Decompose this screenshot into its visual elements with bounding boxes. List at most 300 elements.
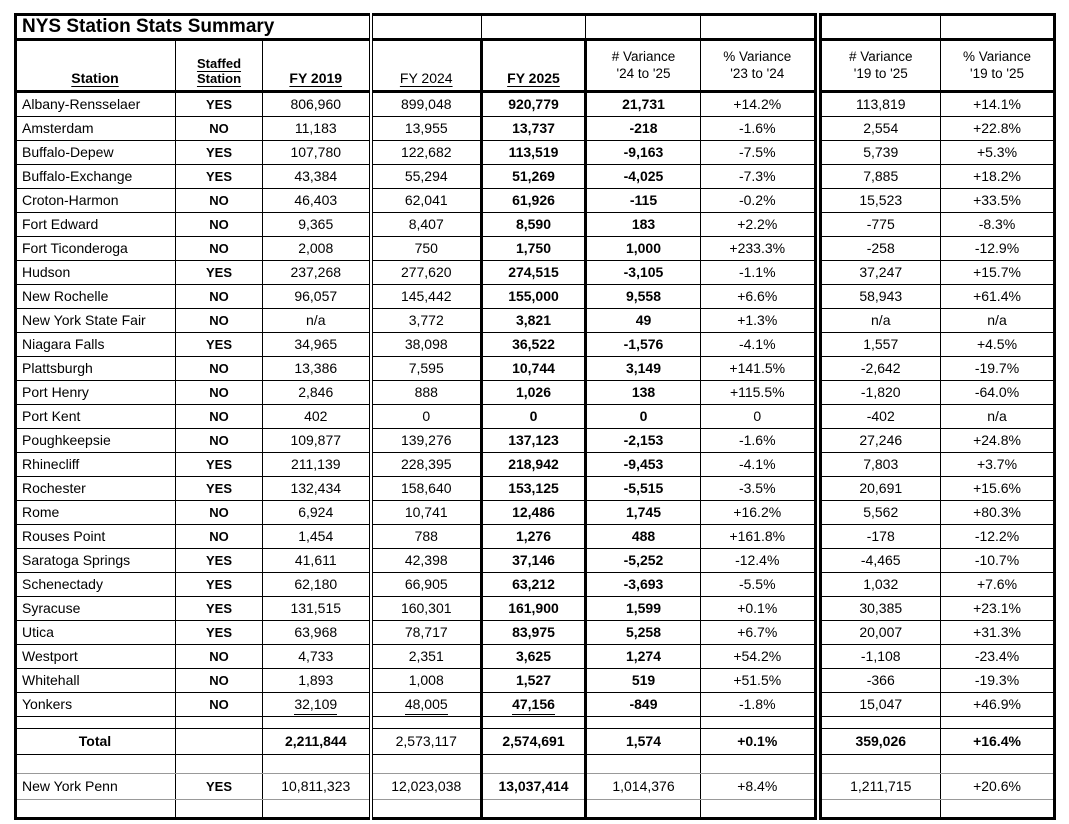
empty-cell: [482, 800, 586, 819]
total-label-cell: Total: [16, 729, 176, 755]
fy2019-cell: 4,733: [263, 645, 371, 669]
pct-variance-19-25-cell: +15.6%: [941, 477, 1055, 501]
pct-variance-23-24-cell: -5.5%: [701, 573, 818, 597]
station-stats-table: [14, 13, 1056, 820]
fy2019-cell: 2,846: [263, 381, 371, 405]
staffed-cell: YES: [176, 549, 263, 573]
new-york-penn-row: [16, 774, 1055, 800]
pct-variance-19-25-cell: +5.3%: [941, 141, 1055, 165]
variance-24-25-cell: 1,599: [586, 597, 701, 621]
fy2019-cell: 109,877: [263, 429, 371, 453]
table-row: [16, 645, 1055, 669]
staffed-cell: YES: [176, 597, 263, 621]
pct-variance-19-25-cell: -23.4%: [941, 645, 1055, 669]
variance-24-25-cell: 1,000: [586, 237, 701, 261]
pct-variance-23-24-cell: -1.1%: [701, 261, 818, 285]
fy2024-cell: 0: [371, 405, 482, 429]
header-row: [16, 40, 1055, 92]
pct-variance-19-25-cell: +20.6%: [941, 774, 1055, 800]
fy2019-cell: 62,180: [263, 573, 371, 597]
variance-24-25-cell: -4,025: [586, 165, 701, 189]
empty-cell: [941, 755, 1055, 774]
fy2025-cell: 1,527: [482, 669, 586, 693]
pct-variance-23-24-cell: +161.8%: [701, 525, 818, 549]
fy2019-cell: 1,893: [263, 669, 371, 693]
variance-24-25-cell: -5,252: [586, 549, 701, 573]
pct-variance-23-24-cell: +0.1%: [701, 729, 818, 755]
empty-cell: [482, 717, 586, 729]
staffed-cell: NO: [176, 189, 263, 213]
staffed-cell: NO: [176, 693, 263, 717]
fy2025-cell: 161,900: [482, 597, 586, 621]
pct-variance-19-25-cell: n/a: [941, 309, 1055, 333]
variance-24-25-cell: -3,105: [586, 261, 701, 285]
pct-variance-23-24-cell: -7.3%: [701, 165, 818, 189]
pct-variance-23-24-cell: +16.2%: [701, 501, 818, 525]
table-row: [16, 621, 1055, 645]
variance-24-25-cell: 519: [586, 669, 701, 693]
table-row: [16, 213, 1055, 237]
empty-cell: [16, 717, 176, 729]
table-row: [16, 501, 1055, 525]
pct-variance-19-25-cell: +7.6%: [941, 573, 1055, 597]
empty-cell: [586, 717, 701, 729]
page-title: NYS Station Stats Summary: [16, 15, 371, 40]
pct-variance-23-24-cell: -1.8%: [701, 693, 818, 717]
pct-variance-23-24-cell: +8.4%: [701, 774, 818, 800]
fy2025-cell: 3,821: [482, 309, 586, 333]
fy2019-cell: 43,384: [263, 165, 371, 189]
pct-variance-23-24-cell: +14.2%: [701, 92, 818, 117]
staffed-cell: NO: [176, 309, 263, 333]
summary-rows: [16, 717, 1055, 819]
col-header-variance-24-25: # Variance '24 to '25: [586, 40, 701, 92]
variance-19-25-cell: 5,739: [818, 141, 941, 165]
station-cell: Niagara Falls: [16, 333, 176, 357]
variance-24-25-cell: 5,258: [586, 621, 701, 645]
pct-variance-23-24-cell: +6.6%: [701, 285, 818, 309]
fy2025-cell: 137,123: [482, 429, 586, 453]
variance-19-25-cell: 15,047: [818, 693, 941, 717]
fy2019-cell: 9,365: [263, 213, 371, 237]
fy2019-cell: 2,211,844: [263, 729, 371, 755]
empty-cell: [263, 755, 371, 774]
staffed-cell: YES: [176, 477, 263, 501]
fy2024-cell: 42,398: [371, 549, 482, 573]
table-row: [16, 693, 1055, 717]
fy2024-cell: 2,351: [371, 645, 482, 669]
pct-variance-19-25-cell: -64.0%: [941, 381, 1055, 405]
variance-19-25-cell: 7,885: [818, 165, 941, 189]
empty-cell: [16, 755, 176, 774]
empty-cell: [371, 755, 482, 774]
variance-19-25-cell: -366: [818, 669, 941, 693]
pct-variance-23-24-cell: -1.6%: [701, 117, 818, 141]
variance-19-25-cell: 113,819: [818, 92, 941, 117]
pct-variance-19-25-cell: +80.3%: [941, 501, 1055, 525]
pct-variance-23-24-cell: -1.6%: [701, 429, 818, 453]
fy2025-cell: 51,269: [482, 165, 586, 189]
fy2025-cell: 113,519: [482, 141, 586, 165]
empty-cell: [586, 800, 701, 819]
staffed-cell: NO: [176, 285, 263, 309]
table-row: [16, 573, 1055, 597]
fy2025-cell: 61,926: [482, 189, 586, 213]
staffed-cell: YES: [176, 92, 263, 117]
variance-19-25-cell: 7,803: [818, 453, 941, 477]
table-row: [16, 381, 1055, 405]
staffed-cell: YES: [176, 453, 263, 477]
pct-variance-23-24-cell: -12.4%: [701, 549, 818, 573]
fy2019-cell: 806,960: [263, 92, 371, 117]
variance-24-25-cell: -9,163: [586, 141, 701, 165]
fy2024-cell: 1,008: [371, 669, 482, 693]
fy2019-cell: 6,924: [263, 501, 371, 525]
pct-variance-19-25-cell: +4.5%: [941, 333, 1055, 357]
variance-19-25-cell: -258: [818, 237, 941, 261]
staffed-cell: NO: [176, 357, 263, 381]
staffed-cell: NO: [176, 669, 263, 693]
col-header-fy2024: FY 2024: [371, 40, 482, 92]
variance-24-25-cell: -115: [586, 189, 701, 213]
pct-variance-23-24-cell: 0: [701, 405, 818, 429]
fy2024-cell: 66,905: [371, 573, 482, 597]
variance-19-25-cell: 58,943: [818, 285, 941, 309]
station-cell: New York Penn: [16, 774, 176, 800]
variance-24-25-cell: 138: [586, 381, 701, 405]
fy2024-cell: 158,640: [371, 477, 482, 501]
table-row: [16, 165, 1055, 189]
variance-19-25-cell: -402: [818, 405, 941, 429]
pct-variance-19-25-cell: -12.2%: [941, 525, 1055, 549]
fy2025-cell: 1,026: [482, 381, 586, 405]
table-row: [16, 597, 1055, 621]
empty-cell: [586, 755, 701, 774]
pct-variance-19-25-cell: +15.7%: [941, 261, 1055, 285]
empty-cell: [482, 755, 586, 774]
col-header-pct-variance-19-25: % Variance '19 to '25: [941, 40, 1055, 92]
fy2025-cell: 13,037,414: [482, 774, 586, 800]
empty-cell: [818, 717, 941, 729]
empty-cell: [701, 15, 818, 40]
fy2025-cell: 920,779: [482, 92, 586, 117]
col-header-variance-19-25: # Variance '19 to '25: [818, 40, 941, 92]
empty-cell: [701, 800, 818, 819]
fy2019-cell: 2,008: [263, 237, 371, 261]
staffed-cell: YES: [176, 573, 263, 597]
station-cell: Westport: [16, 645, 176, 669]
fy2025-cell: 10,744: [482, 357, 586, 381]
pct-variance-23-24-cell: +1.3%: [701, 309, 818, 333]
variance-24-25-cell: 183: [586, 213, 701, 237]
station-cell: New Rochelle: [16, 285, 176, 309]
variance-24-25-cell: 0: [586, 405, 701, 429]
staffed-cell: NO: [176, 405, 263, 429]
spacer-row: [16, 755, 1055, 774]
staffed-cell: NO: [176, 117, 263, 141]
pct-variance-19-25-cell: +24.8%: [941, 429, 1055, 453]
empty-cell: [818, 15, 941, 40]
fy2025-cell: 2,574,691: [482, 729, 586, 755]
fy2019-cell: 132,434: [263, 477, 371, 501]
staffed-cell: YES: [176, 333, 263, 357]
fy2025-cell: 155,000: [482, 285, 586, 309]
variance-24-25-cell: 1,274: [586, 645, 701, 669]
variance-24-25-cell: 488: [586, 525, 701, 549]
fy2024-cell: 62,041: [371, 189, 482, 213]
spreadsheet: [14, 13, 1056, 820]
pct-variance-19-25-cell: -19.7%: [941, 357, 1055, 381]
table-row: [16, 429, 1055, 453]
station-cell: Fort Edward: [16, 213, 176, 237]
fy2025-cell: 83,975: [482, 621, 586, 645]
fy2024-cell: 139,276: [371, 429, 482, 453]
empty-cell: [263, 717, 371, 729]
empty-cell: [941, 717, 1055, 729]
staffed-cell: YES: [176, 141, 263, 165]
variance-19-25-cell: 30,385: [818, 597, 941, 621]
staffed-cell: NO: [176, 645, 263, 669]
station-cell: Amsterdam: [16, 117, 176, 141]
station-cell: Buffalo-Depew: [16, 141, 176, 165]
fy2024-cell: 7,595: [371, 357, 482, 381]
variance-19-25-cell: -4,465: [818, 549, 941, 573]
spacer-row: [16, 717, 1055, 729]
fy2025-cell: 153,125: [482, 477, 586, 501]
pct-variance-23-24-cell: +0.1%: [701, 597, 818, 621]
pct-variance-23-24-cell: +6.7%: [701, 621, 818, 645]
fy2019-cell: 46,403: [263, 189, 371, 213]
empty-cell: [176, 717, 263, 729]
fy2019-cell: 211,139: [263, 453, 371, 477]
fy2024-cell: 78,717: [371, 621, 482, 645]
table-row: [16, 309, 1055, 333]
variance-24-25-cell: -3,693: [586, 573, 701, 597]
staffed-cell: YES: [176, 261, 263, 285]
fy2019-cell: n/a: [263, 309, 371, 333]
empty-cell: [371, 15, 482, 40]
variance-19-25-cell: 359,026: [818, 729, 941, 755]
variance-24-25-cell: 1,745: [586, 501, 701, 525]
fy2025-cell: 13,737: [482, 117, 586, 141]
pct-variance-19-25-cell: +23.1%: [941, 597, 1055, 621]
pct-variance-19-25-cell: +14.1%: [941, 92, 1055, 117]
table-row: [16, 669, 1055, 693]
empty-cell: [941, 15, 1055, 40]
table-row: [16, 477, 1055, 501]
staffed-cell: NO: [176, 213, 263, 237]
fy2025-cell: 1,750: [482, 237, 586, 261]
staffed-cell: [176, 729, 263, 755]
variance-24-25-cell: -9,453: [586, 453, 701, 477]
variance-24-25-cell: -1,576: [586, 333, 701, 357]
fy2025-cell: 8,590: [482, 213, 586, 237]
variance-19-25-cell: 20,691: [818, 477, 941, 501]
variance-19-25-cell: -2,642: [818, 357, 941, 381]
pct-variance-23-24-cell: -4.1%: [701, 333, 818, 357]
staffed-cell: NO: [176, 525, 263, 549]
fy2024-cell: 888: [371, 381, 482, 405]
station-cell: Whitehall: [16, 669, 176, 693]
col-header-staffed-station: Staffed Station: [176, 40, 263, 92]
fy2024-cell: 899,048: [371, 92, 482, 117]
station-cell: Rhinecliff: [16, 453, 176, 477]
variance-24-25-cell: 9,558: [586, 285, 701, 309]
pct-variance-19-25-cell: +61.4%: [941, 285, 1055, 309]
table-row: [16, 141, 1055, 165]
pct-variance-19-25-cell: +22.8%: [941, 117, 1055, 141]
staffed-cell: YES: [176, 165, 263, 189]
table-row: [16, 237, 1055, 261]
station-cell: Port Kent: [16, 405, 176, 429]
table-row: [16, 453, 1055, 477]
empty-cell: [16, 800, 176, 819]
variance-19-25-cell: -1,820: [818, 381, 941, 405]
empty-cell: [586, 15, 701, 40]
variance-19-25-cell: -1,108: [818, 645, 941, 669]
fy2019-cell: 96,057: [263, 285, 371, 309]
table-row: [16, 92, 1055, 117]
empty-cell: [818, 800, 941, 819]
table-row: [16, 117, 1055, 141]
station-cell: Albany-Rensselaer: [16, 92, 176, 117]
table-row: [16, 525, 1055, 549]
fy2019-cell: 1,454: [263, 525, 371, 549]
station-cell: Hudson: [16, 261, 176, 285]
fy2019-cell: 402: [263, 405, 371, 429]
total-row: [16, 729, 1055, 755]
pct-variance-19-25-cell: -10.7%: [941, 549, 1055, 573]
pct-variance-19-25-cell: +33.5%: [941, 189, 1055, 213]
col-header-pct-variance-23-24: % Variance '23 to '24: [701, 40, 818, 92]
title-row: [16, 15, 1055, 40]
fy2024-cell: 38,098: [371, 333, 482, 357]
fy2024-cell: 122,682: [371, 141, 482, 165]
variance-19-25-cell: 5,562: [818, 501, 941, 525]
pct-variance-23-24-cell: -7.5%: [701, 141, 818, 165]
station-cell: Yonkers: [16, 693, 176, 717]
fy2024-cell: 277,620: [371, 261, 482, 285]
pct-variance-23-24-cell: -0.2%: [701, 189, 818, 213]
empty-cell: [371, 717, 482, 729]
empty-cell: [482, 15, 586, 40]
station-cell: Saratoga Springs: [16, 549, 176, 573]
station-cell: Schenectady: [16, 573, 176, 597]
fy2025-cell: 12,486: [482, 501, 586, 525]
pct-variance-23-24-cell: +233.3%: [701, 237, 818, 261]
staffed-cell: NO: [176, 501, 263, 525]
fy2025-cell: 218,942: [482, 453, 586, 477]
fy2025-cell: 63,212: [482, 573, 586, 597]
station-cell: New York State Fair: [16, 309, 176, 333]
empty-cell: [176, 755, 263, 774]
fy2024-cell: 228,395: [371, 453, 482, 477]
empty-cell: [941, 800, 1055, 819]
pct-variance-23-24-cell: +54.2%: [701, 645, 818, 669]
fy2024-cell: 13,955: [371, 117, 482, 141]
variance-19-25-cell: -178: [818, 525, 941, 549]
fy2024-cell: 3,772: [371, 309, 482, 333]
fy2019-cell: 63,968: [263, 621, 371, 645]
variance-19-25-cell: 1,557: [818, 333, 941, 357]
fy2019-cell: 131,515: [263, 597, 371, 621]
fy2019-cell: 237,268: [263, 261, 371, 285]
staffed-cell: NO: [176, 237, 263, 261]
fy2019-cell: 32,109: [263, 693, 371, 717]
fy2025-cell: 37,146: [482, 549, 586, 573]
pct-variance-19-25-cell: -8.3%: [941, 213, 1055, 237]
table-row: [16, 333, 1055, 357]
fy2019-cell: 41,611: [263, 549, 371, 573]
variance-19-25-cell: n/a: [818, 309, 941, 333]
variance-24-25-cell: 1,014,376: [586, 774, 701, 800]
fy2024-cell: 788: [371, 525, 482, 549]
fy2019-cell: 34,965: [263, 333, 371, 357]
fy2025-cell: 3,625: [482, 645, 586, 669]
pct-variance-19-25-cell: +31.3%: [941, 621, 1055, 645]
pct-variance-23-24-cell: +2.2%: [701, 213, 818, 237]
spacer-row: [16, 800, 1055, 819]
table-row: [16, 285, 1055, 309]
pct-variance-23-24-cell: -4.1%: [701, 453, 818, 477]
table-row: [16, 357, 1055, 381]
station-cell: Rochester: [16, 477, 176, 501]
fy2024-cell: 10,741: [371, 501, 482, 525]
variance-24-25-cell: -5,515: [586, 477, 701, 501]
staffed-cell: NO: [176, 381, 263, 405]
pct-variance-23-24-cell: -3.5%: [701, 477, 818, 501]
fy2025-cell: 47,156: [482, 693, 586, 717]
variance-19-25-cell: 27,246: [818, 429, 941, 453]
station-cell: Poughkeepsie: [16, 429, 176, 453]
empty-cell: [263, 800, 371, 819]
variance-19-25-cell: 1,032: [818, 573, 941, 597]
variance-24-25-cell: 21,731: [586, 92, 701, 117]
pct-variance-19-25-cell: +18.2%: [941, 165, 1055, 189]
variance-24-25-cell: -849: [586, 693, 701, 717]
fy2024-cell: 8,407: [371, 213, 482, 237]
pct-variance-19-25-cell: -12.9%: [941, 237, 1055, 261]
empty-cell: [818, 755, 941, 774]
pct-variance-23-24-cell: +115.5%: [701, 381, 818, 405]
station-cell: Plattsburgh: [16, 357, 176, 381]
staffed-cell: YES: [176, 621, 263, 645]
station-cell: Rome: [16, 501, 176, 525]
station-cell: Syracuse: [16, 597, 176, 621]
fy2024-cell: 750: [371, 237, 482, 261]
variance-19-25-cell: 20,007: [818, 621, 941, 645]
variance-19-25-cell: 37,247: [818, 261, 941, 285]
pct-variance-23-24-cell: +51.5%: [701, 669, 818, 693]
variance-19-25-cell: 2,554: [818, 117, 941, 141]
col-header-fy2019: FY 2019: [263, 40, 371, 92]
pct-variance-19-25-cell: -19.3%: [941, 669, 1055, 693]
station-rows: [16, 92, 1055, 717]
variance-24-25-cell: 49: [586, 309, 701, 333]
table-row: [16, 189, 1055, 213]
fy2019-cell: 10,811,323: [263, 774, 371, 800]
fy2019-cell: 13,386: [263, 357, 371, 381]
col-header-station: Station: [16, 40, 176, 92]
station-cell: Port Henry: [16, 381, 176, 405]
variance-19-25-cell: -775: [818, 213, 941, 237]
station-cell: Rouses Point: [16, 525, 176, 549]
empty-cell: [371, 800, 482, 819]
station-cell: Utica: [16, 621, 176, 645]
variance-19-25-cell: 1,211,715: [818, 774, 941, 800]
fy2024-cell: 48,005: [371, 693, 482, 717]
empty-cell: [176, 800, 263, 819]
